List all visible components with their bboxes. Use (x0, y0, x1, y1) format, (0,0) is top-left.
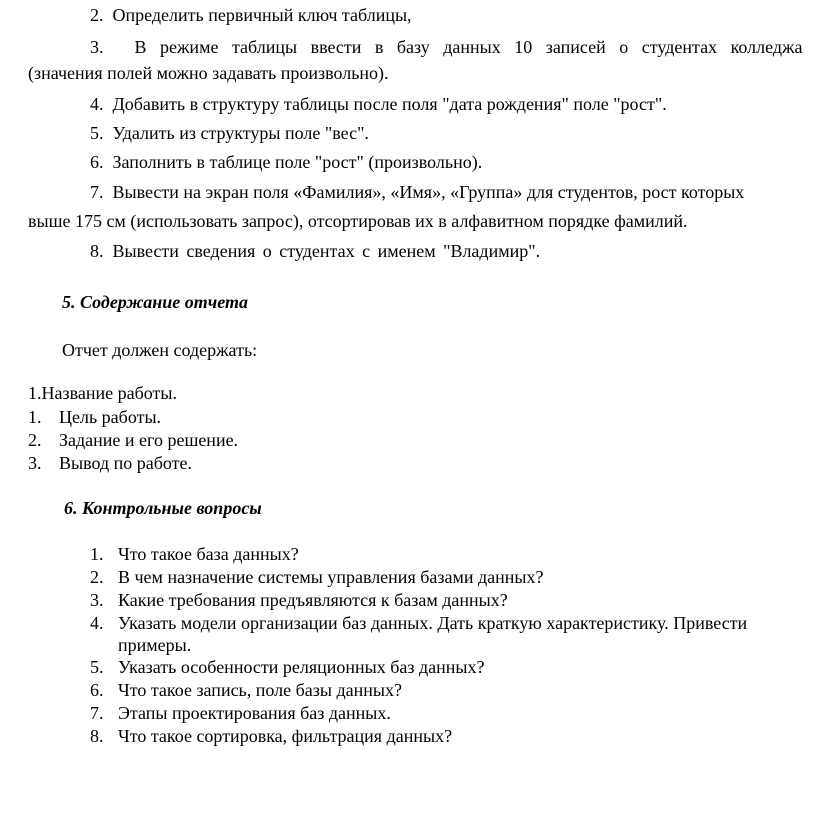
task-text: Заполнить в таблице поле "рост" (произвольно). (112, 152, 483, 172)
report-item-text: Вывод по работе. (59, 453, 193, 473)
question-number: 8. (90, 726, 104, 746)
report-item-text: Цель работы. (59, 407, 162, 427)
report-item-text: Название работы. (41, 383, 177, 403)
task-number: 2. (90, 5, 104, 25)
report-item-text: Задание и его решение. (59, 430, 239, 450)
section-heading-questions: 6. Контрольные вопросы (64, 498, 262, 518)
report-item-number: 1. (28, 383, 42, 403)
question-item (90, 679, 402, 701)
report-item (28, 382, 177, 404)
question-item (90, 566, 544, 588)
question-continuation: примеры. (118, 635, 192, 655)
task-item (90, 151, 482, 173)
task-item (90, 36, 816, 58)
task-text: Удалить из структуры поле "вес". (112, 123, 369, 143)
question-text: Что такое запись, поле базы данных? (118, 680, 402, 700)
task-item (90, 240, 540, 262)
task-number: 4. (90, 94, 104, 114)
question-number: 1. (90, 544, 104, 564)
section-heading-report: 5. Содержание отчета (62, 292, 248, 312)
task-text: Определить первичный ключ таблицы, (112, 5, 412, 25)
task-item (90, 4, 412, 26)
task-number: 7. (90, 182, 104, 202)
task-text: В режиме таблицы ввести в базу данных 10 записей о студентах колледжа (134, 37, 803, 57)
report-item-number: 3. (28, 453, 42, 473)
question-number: 3. (90, 590, 104, 610)
question-item (90, 725, 452, 747)
question-item (90, 589, 508, 611)
question-number: 5. (90, 657, 104, 677)
report-item (28, 406, 161, 428)
report-item-number: 1. (28, 407, 42, 427)
question-item (90, 656, 485, 678)
question-number: 6. (90, 680, 104, 700)
report-item-number: 2. (28, 430, 42, 450)
task-text: Вывести на экран поля «Фамилия», «Имя», «Группа» для студентов, рост которых (112, 182, 745, 202)
question-text: Что такое сортировка, фильтрация данных? (118, 726, 453, 746)
task-item (90, 93, 667, 115)
question-text: Указать особенности реляционных баз данных? (118, 657, 485, 677)
task-number: 8. (90, 241, 104, 261)
task-text: Вывести сведения о студентах с именем "Владимир". (112, 241, 541, 261)
task-number: 3. (90, 37, 104, 57)
task-number: 5. (90, 123, 104, 143)
report-item (28, 429, 238, 451)
task-item (90, 122, 369, 144)
question-item (90, 702, 391, 724)
task-continuation: выше 175 см (использовать запрос), отсортировав их в алфавитном порядке фамилий. (28, 211, 688, 231)
report-intro: Отчет должен содержать: (62, 340, 258, 360)
task-number: 6. (90, 152, 104, 172)
question-text: Этапы проектирования баз данных. (118, 703, 391, 723)
question-text: Что такое база данных? (118, 544, 299, 564)
task-item (90, 181, 744, 203)
task-continuation: (значения полей можно задавать произвольно). (28, 63, 389, 83)
question-number: 2. (90, 567, 104, 587)
question-number: 7. (90, 703, 104, 723)
question-item (90, 612, 747, 634)
report-item (28, 452, 192, 474)
question-text: Какие требования предъявляются к базам данных? (118, 590, 508, 610)
question-item (90, 543, 299, 565)
question-text: Указать модели организации баз данных. Дать краткую характеристику. Привести (118, 613, 748, 633)
question-text: В чем назначение системы управления базами данных? (118, 567, 544, 587)
question-number: 4. (90, 613, 104, 633)
task-text: Добавить в структуру таблицы после поля "дата рождения" поле "рост". (112, 94, 667, 114)
